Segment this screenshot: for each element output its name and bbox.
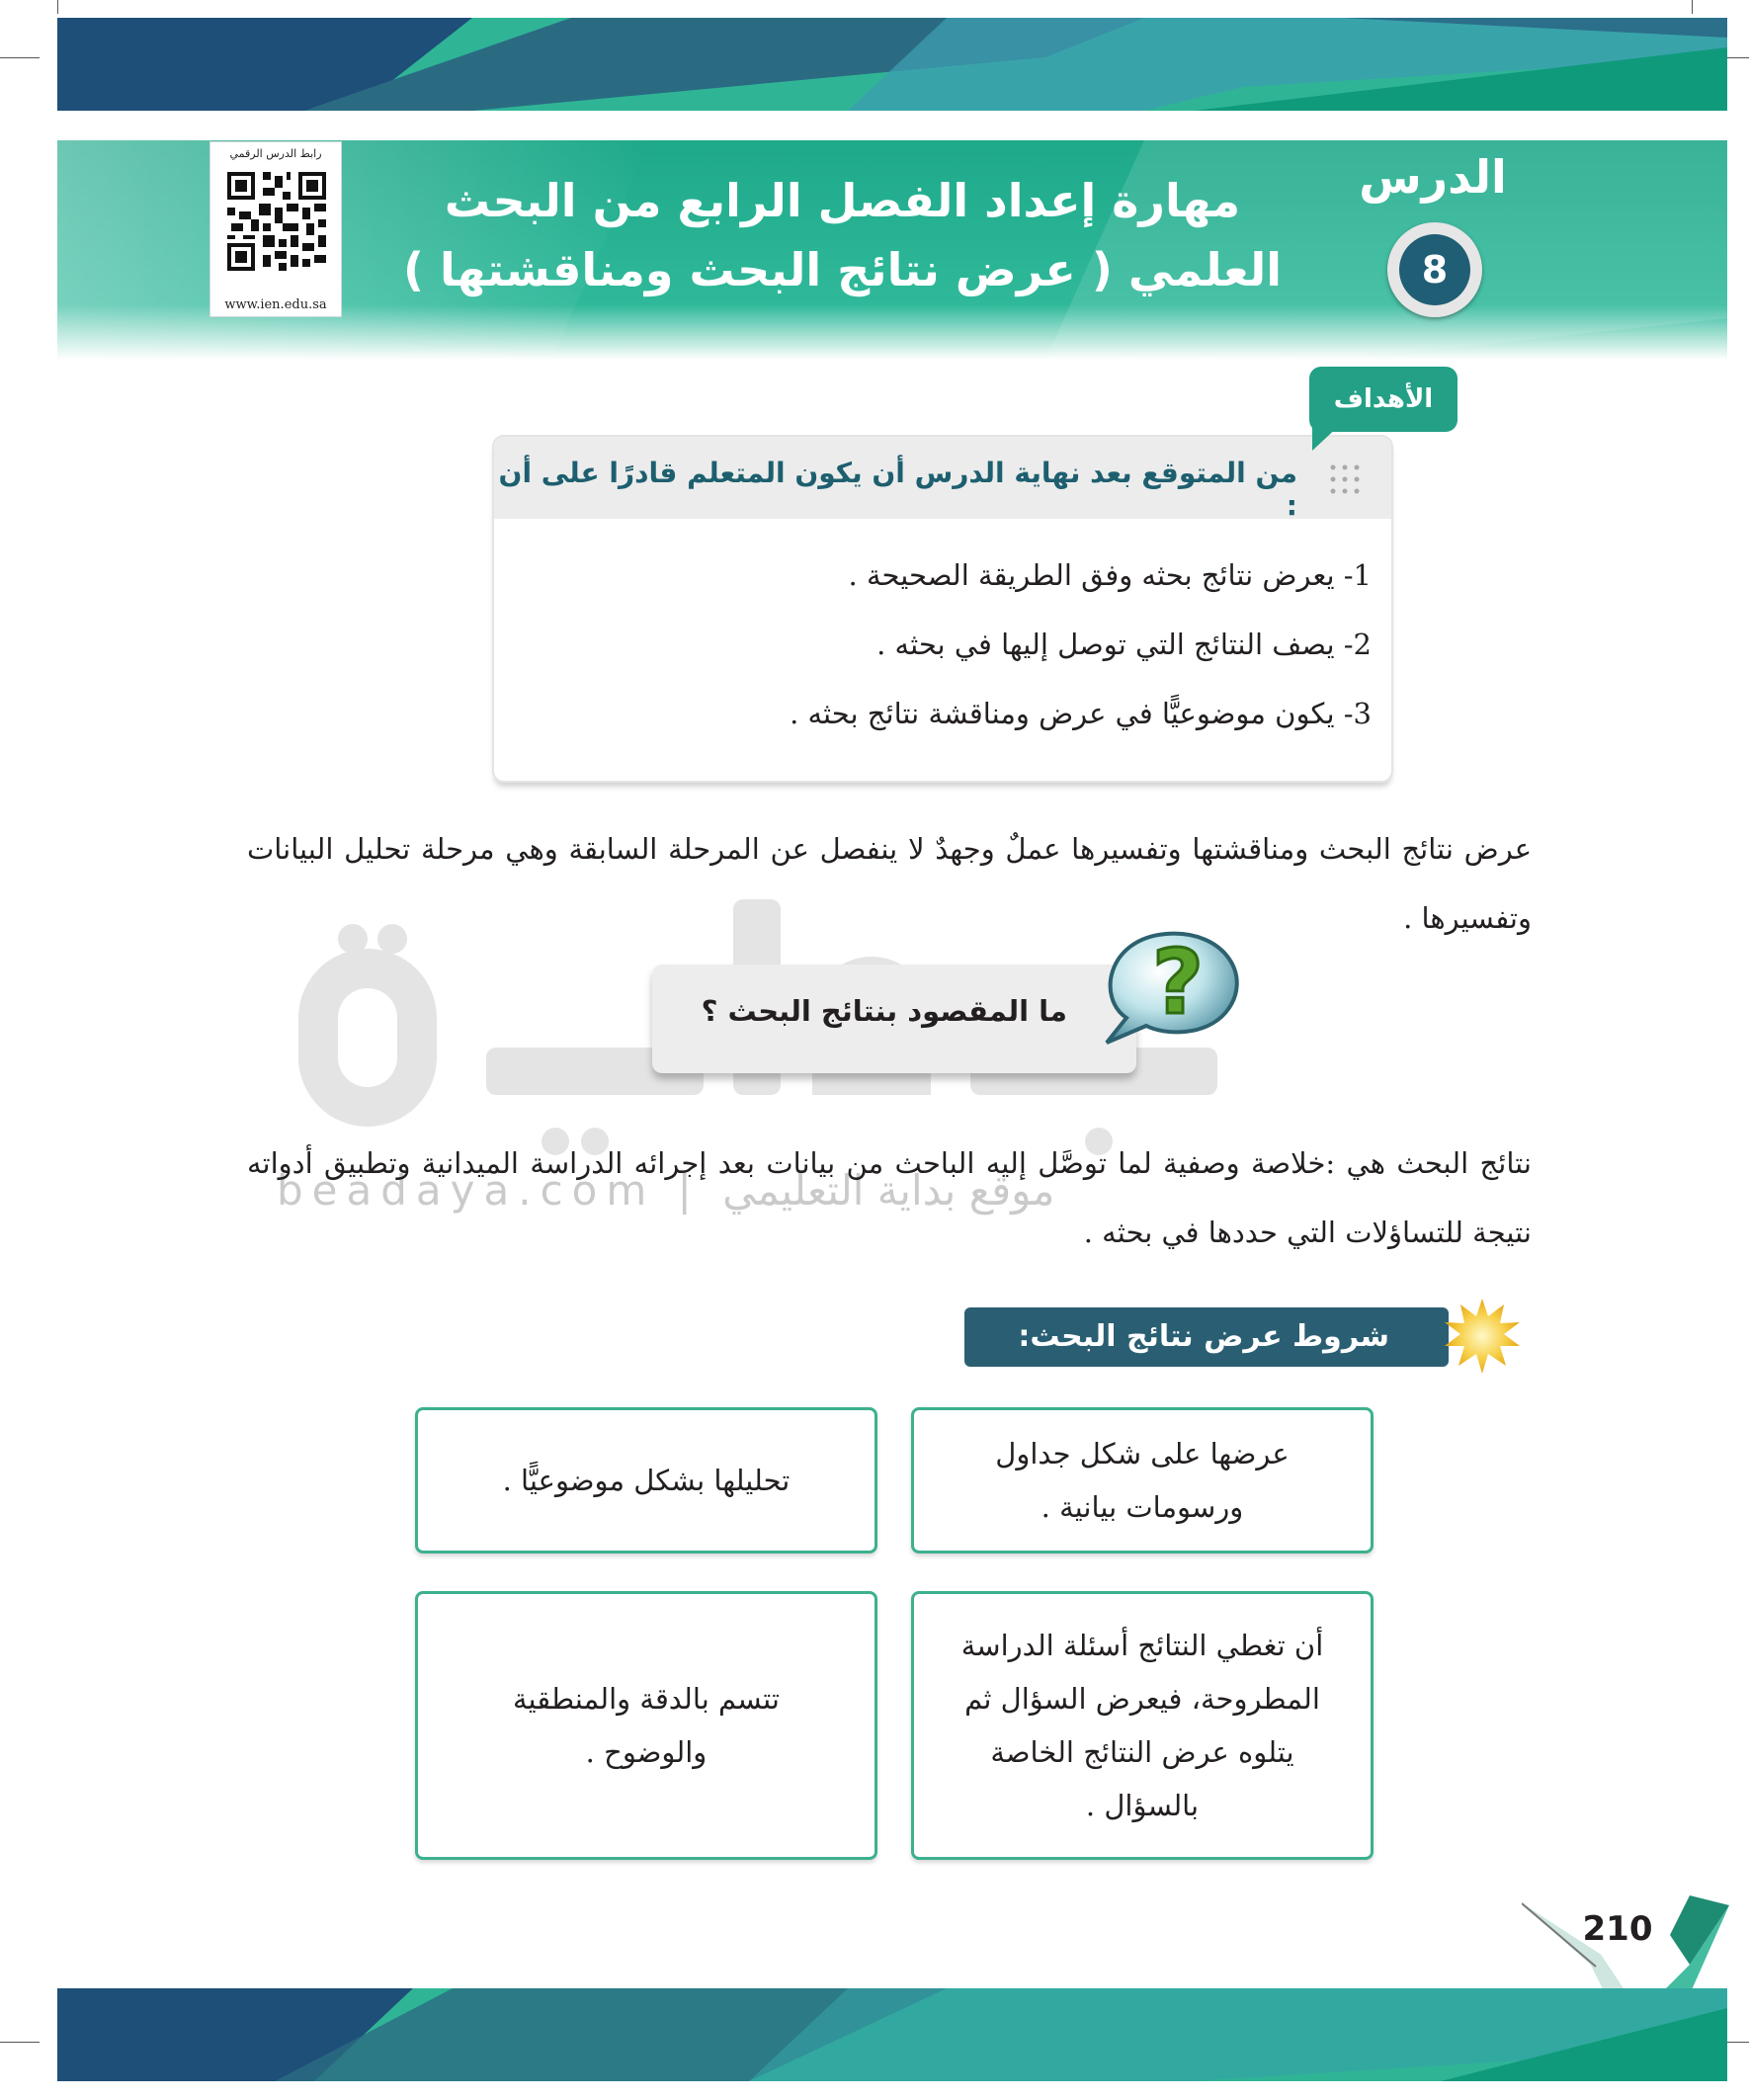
question-mark-icon <box>1097 909 1255 1057</box>
crop-mark <box>57 0 58 14</box>
sun-icon <box>1443 1297 1522 1376</box>
page-number: 210 <box>1582 1909 1653 1949</box>
condition-card: تتسم بالدقة والمنطقية والوضوح . <box>415 1591 877 1860</box>
qr-code-icon[interactable] <box>227 172 326 271</box>
conditions-title: شروط عرض نتائج البحث: <box>964 1307 1449 1367</box>
crop-mark <box>0 57 40 58</box>
svg-text:?: ? <box>1151 931 1205 1035</box>
condition-card: أن تغطي النتائج أسئلة الدراسة المطروحة، فيعرض السؤال ثم يتلوه عرض النتائج الخاصة بالسؤال . <box>911 1591 1374 1860</box>
qr-caption: رابط الدرس الرقمي <box>229 147 322 160</box>
question-text: ما المقصود بنتائج البحث ؟ <box>701 994 1067 1028</box>
crop-mark <box>0 2042 40 2043</box>
question-box <box>652 965 1136 1073</box>
watermark-text: beadaya.com | موقع بداية التعليمي <box>277 1166 1055 1215</box>
bottom-decorative-band <box>57 1988 1727 2081</box>
qr-url[interactable]: www.ien.edu.sa <box>224 297 327 312</box>
goals-list <box>522 541 1372 748</box>
lesson-number-badge <box>1387 222 1482 317</box>
lesson-title-line2: العلمي ( عرض نتائج البحث ومناقشتها ) <box>402 243 1283 296</box>
lesson-title-line1: مهارة إعداد الفصل الرابع من البحث <box>444 174 1241 227</box>
lesson-label: الدرس <box>1359 150 1507 204</box>
condition-card: عرضها على شكل جداول ورسومات بيانية . <box>911 1407 1374 1554</box>
intro-paragraph: عرض نتائج البحث ومناقشتها وتفسيرها عملٌ وجهدٌ لا ينفصل عن المرحلة السابقة وهي مرحلة تحليل البيانات وتفسيرها . <box>247 832 1532 935</box>
goal-item: 3- يكون موضوعيًّا في عرض ومناقشة نتائج بحثه . <box>790 697 1372 730</box>
goals-box <box>494 437 1391 781</box>
qr-code-panel[interactable] <box>209 141 342 317</box>
top-decorative-band <box>57 18 1727 111</box>
dots-icon <box>1328 462 1362 496</box>
definition-paragraph: نتائج البحث هي :خلاصة وصفية لما توصَّل إليه الباحث من بيانات بعد إجرائه الدراسة الميدانية وتطبيق أدواته نتيجة للتساؤلات التي حددها في بحثه . <box>247 1146 1532 1249</box>
crop-mark <box>1692 0 1693 14</box>
goal-item: 1- يعرض نتائج بحثه وفق الطريقة الصحيحة . <box>848 558 1372 592</box>
goal-item: 2- يصف النتائج التي توصل إليها في بحثه . <box>876 628 1372 661</box>
goals-header <box>494 437 1391 522</box>
goals-tab: الأهداف <box>1309 367 1458 432</box>
goals-heading: من المتوقع بعد نهاية الدرس أن يكون المتعلم قادرًا على أن : <box>498 457 1297 522</box>
lesson-title <box>366 166 1319 304</box>
condition-card: تحليلها بشكل موضوعيًّا . <box>415 1407 877 1554</box>
lesson-number: 8 <box>1399 234 1470 305</box>
